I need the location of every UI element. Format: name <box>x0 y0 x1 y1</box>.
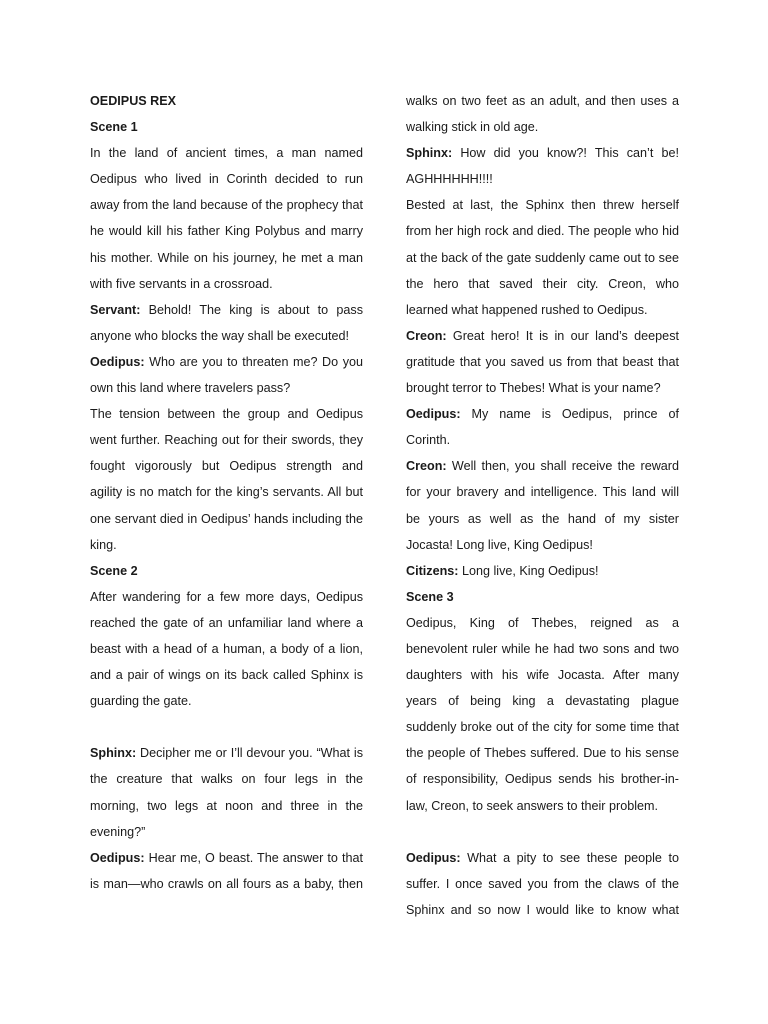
narration-paragraph: Oedipus, King of Thebes, reigned as a benevolent ruler while he had two sons and two daughters with his wife Jocasta. After many years of being king a devastating plague suddenly broke out of the city for some time that the people of Thebes suffered. Due to his sense of responsibility, Oedipus sends his brother-in-law, Creon, to seek answers to their problem. <box>406 615 679 813</box>
section-heading: OEDIPUS REX <box>90 94 177 108</box>
section-heading: Scene 2 <box>90 563 138 578</box>
speaker-name: Creon: <box>406 459 447 474</box>
speaker-name: Sphinx: <box>406 146 453 161</box>
right-text-column <box>406 88 679 923</box>
narration-paragraph: In the land of ancient times, a man named Oedipus who lived in Corinth decided to run away from the land because of the prophecy that he would kill his father King Polybus and marry his mother. While on his journey, he met a man with five servants in a crossroad. <box>90 146 363 291</box>
speaker-name: Oedipus: <box>90 354 145 369</box>
dialogue-line <box>406 323 679 401</box>
dialogue-line <box>406 401 679 453</box>
narration-paragraph: The tension between the group and Oedipus went further. Reaching out for their swords, they fought vigorously but Oedipus strength and agility is no match for the king’s servants. All but one servant died in Oedipus’ hands including the king. <box>90 407 363 552</box>
dialogue-line <box>90 740 363 844</box>
speaker-name: Oedipus: <box>90 850 145 865</box>
speaker-name: Oedipus: <box>406 407 461 422</box>
speaker-name: Creon: <box>406 328 447 343</box>
narration-paragraph: Bested at last, the Sphinx then threw herself from her high rock and died. The people who hid at the back of the gate suddenly came out to see the hero that saved their city. Creon, who learned what happened rushed to Oedipus. <box>406 198 679 317</box>
dialogue-text: Who are you to threaten me? Do you own this land where travelers pass? <box>90 354 363 396</box>
narration-paragraph: walks on two feet as an adult, and then uses a walking stick in old age. <box>406 94 679 135</box>
dialogue-text: Decipher me or I’ll devour you. “What is the creature that walks on four legs in the morning, two legs at noon and three in the evening?” <box>90 746 363 839</box>
dialogue-line <box>90 297 363 349</box>
section-heading: Scene 1 <box>90 120 138 135</box>
dialogue-text: My name is Oedipus, prince of Corinth. <box>406 407 679 448</box>
dialogue-text: Hear me, O beast. The answer to that is man—who crawls on all fours as a baby, then <box>90 850 363 891</box>
left-text-column <box>90 88 363 897</box>
dialogue-line <box>90 349 363 401</box>
dialogue-text: Great hero! It is in our land’s deepest gratitude that you saved us from that beast that brought terror to Thebes! What is your name? <box>406 328 679 396</box>
dialogue-text: Behold! The king is about to pass anyone who blocks the way shall be executed! <box>90 302 363 343</box>
speaker-name: Sphinx: <box>90 746 137 761</box>
narration-paragraph: After wandering for a few more days, Oedipus reached the gate of an unfamiliar land where a beast with a head of a human, a body of a lion, and a pair of wings on its back called Sphinx is guarding the gate. <box>90 589 363 709</box>
dialogue-text: Long live, King Oedipus! <box>458 563 599 578</box>
dialogue-line <box>406 845 679 923</box>
speaker-name: Citizens: <box>406 563 459 578</box>
dialogue-line <box>406 140 679 192</box>
dialogue-text: What a pity to see these people to suffer. I once saved you from the claws of the Sphinx and so now I would like to know what <box>406 850 679 917</box>
dialogue-line <box>406 453 679 557</box>
speaker-name: Oedipus: <box>406 850 461 865</box>
speaker-name: Servant: <box>90 302 141 317</box>
dialogue-line <box>90 845 363 897</box>
section-heading: Scene 3 <box>406 589 454 604</box>
dialogue-text: Well then, you shall receive the reward for your bravery and intelligence. This land will be yours as well as the hand of my sister Jocasta! Long live, King Oedipus! <box>406 459 679 552</box>
dialogue-line <box>406 558 679 584</box>
dialogue-text: How did you know?! This can’t be! AGHHHHHH!!!! <box>406 146 679 187</box>
